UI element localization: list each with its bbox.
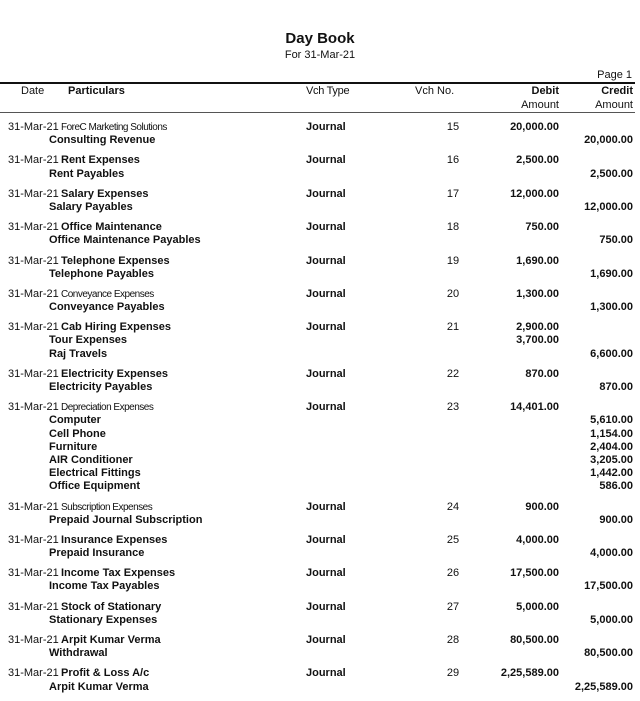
entry-debit-amount: 2,900.00 [516, 321, 559, 334]
entry-debit-account: Rent Expenses [61, 154, 140, 167]
entry-sub-line [0, 428, 640, 441]
entry-sub-line [0, 348, 640, 361]
voucher-entry[interactable] [0, 188, 640, 214]
entry-sub-credit: 1,690.00 [590, 267, 633, 280]
entry-debit-account: ForeC Marketing Solutions [61, 122, 167, 133]
entry-debit-amount: 17,500.00 [510, 567, 559, 580]
entry-main-line [0, 534, 640, 547]
entry-sub-line [0, 467, 640, 480]
entry-debit-amount: 1,300.00 [516, 287, 559, 300]
entry-debit-account: Cab Hiring Expenses [61, 321, 172, 334]
entry-sub-credit: 1,300.00 [590, 301, 633, 314]
entry-date: 31-Mar-21 [8, 367, 59, 380]
entry-debit-account: Office Maintenance [61, 221, 162, 234]
entry-vch-type: Journal [306, 254, 346, 267]
voucher-entry[interactable] [0, 634, 640, 660]
entry-debit-amount: 750.00 [525, 221, 559, 234]
entry-main-line [0, 401, 640, 414]
entry-date: 31-Mar-21 [8, 187, 59, 200]
entry-date: 31-Mar-21 [8, 121, 59, 133]
voucher-entry[interactable] [0, 534, 640, 560]
entry-vch-type: Journal [306, 154, 346, 167]
entry-date: 31-Mar-21 [8, 667, 59, 680]
entry-vch-no: 16 [446, 154, 460, 167]
entry-sub-account: AIR Conditioner [49, 453, 133, 466]
entry-debit-amount: 2,25,589.00 [500, 667, 559, 680]
entry-sub-account: Consulting Revenue [49, 134, 156, 147]
entry-sub-line [0, 681, 640, 694]
entry-vch-no: 28 [446, 634, 460, 646]
entry-vch-type: Journal [306, 321, 346, 334]
entry-date: 31-Mar-21 [8, 287, 59, 300]
entry-sub-line [0, 441, 640, 454]
entry-sub-line [0, 381, 640, 394]
entry-sub-account: Telephone Payables [49, 267, 154, 280]
header-rule-top [0, 82, 635, 84]
voucher-entry[interactable] [0, 501, 640, 527]
entry-sub-account: Computer [49, 414, 101, 427]
entry-debit-account: Stock of Stationary [61, 600, 162, 613]
entry-sub-account: Withdrawal [49, 647, 108, 660]
entry-sub-line [0, 547, 640, 560]
entry-sub-account: Cell Phone [49, 427, 106, 440]
voucher-entry[interactable] [0, 667, 640, 693]
entry-sub-credit: 900.00 [599, 513, 633, 526]
entry-vch-no: 18 [446, 221, 460, 234]
entry-date: 31-Mar-21 [8, 221, 59, 234]
page-number: Page 1 [597, 69, 632, 81]
entry-sub-line [0, 647, 640, 660]
entry-sub-line [0, 268, 640, 281]
entry-debit-account: Telephone Expenses [61, 254, 170, 267]
entry-main-line [0, 255, 640, 268]
voucher-entry[interactable] [0, 154, 640, 180]
entry-vch-no: 25 [446, 533, 460, 546]
entry-sub-line [0, 514, 640, 527]
entry-debit-account: Arpit Kumar Verma [61, 634, 161, 646]
voucher-entry[interactable] [0, 121, 640, 147]
entry-debit-amount: 900.00 [525, 500, 559, 513]
entry-debit-account: Depreciation Expenses [61, 402, 154, 414]
entry-debit-amount: 80,500.00 [510, 634, 559, 646]
voucher-entry[interactable] [0, 368, 640, 394]
entry-sub-credit: 870.00 [599, 381, 633, 393]
entry-vch-no: 24 [446, 500, 460, 513]
voucher-entry[interactable] [0, 567, 640, 593]
entry-sub-credit: 5,000.00 [590, 613, 633, 626]
entry-sub-credit: 4,000.00 [590, 547, 633, 560]
entry-vch-no: 22 [446, 367, 460, 380]
entry-vch-no: 17 [446, 187, 460, 200]
entry-date: 31-Mar-21 [8, 254, 59, 267]
entry-sub-credit: 80,500.00 [584, 647, 633, 660]
entry-sub-line [0, 454, 640, 467]
entry-vch-type: Journal [306, 121, 346, 133]
entry-sub-line [0, 234, 640, 247]
entry-main-line [0, 121, 640, 134]
entry-main-line [0, 368, 640, 381]
entry-sub-account: Conveyance Payables [49, 301, 165, 314]
entry-sub-line [0, 168, 640, 181]
entry-vch-no: 26 [446, 567, 460, 580]
voucher-entry[interactable] [0, 321, 640, 361]
entry-vch-type: Journal [306, 567, 346, 580]
entry-main-line [0, 501, 640, 514]
entry-debit-account: Subscription Expenses [61, 501, 153, 513]
entry-vch-type: Journal [306, 667, 346, 680]
entry-sub-account: Prepaid Insurance [49, 547, 145, 560]
entry-vch-type: Journal [306, 221, 346, 234]
column-header-credit-amount: Amount [595, 99, 633, 111]
entry-main-line [0, 321, 640, 334]
entry-vch-type: Journal [306, 367, 346, 380]
entry-debit-account: Income Tax Expenses [61, 567, 176, 580]
entry-sub-line [0, 301, 640, 314]
column-header-debit-amount: Amount [521, 99, 559, 111]
entry-sub-account: Rent Payables [49, 167, 125, 180]
entry-sub-line [0, 201, 640, 214]
entry-vch-type: Journal [306, 287, 346, 300]
entry-vch-no: 15 [446, 121, 460, 133]
entry-main-line [0, 634, 640, 647]
column-header-credit: Credit [601, 85, 633, 97]
entry-sub-account: Office Equipment [49, 480, 141, 493]
entry-sub-credit: 3,205.00 [590, 453, 633, 466]
report-subtitle: For 31-Mar-21 [284, 49, 356, 61]
entry-sub-line [0, 614, 640, 627]
entry-main-line [0, 567, 640, 580]
header-rule-bottom [0, 112, 635, 113]
entry-debit-amount: 1,690.00 [516, 254, 559, 267]
entry-vch-no: 29 [446, 667, 460, 680]
entry-debit-amount: 20,000.00 [510, 121, 559, 133]
entry-debit-account: Electricity Expenses [61, 367, 169, 380]
entry-date: 31-Mar-21 [8, 500, 59, 513]
entry-vch-no: 23 [446, 401, 460, 414]
entry-sub-credit: 2,25,589.00 [574, 680, 633, 693]
entry-debit-amount: 2,500.00 [516, 154, 559, 167]
entry-debit-amount: 4,000.00 [516, 533, 559, 546]
column-header-vch-no: Vch No. [415, 85, 455, 97]
entry-vch-no: 19 [446, 254, 460, 267]
entry-date: 31-Mar-21 [8, 533, 59, 546]
voucher-entry[interactable] [0, 255, 640, 281]
entry-sub-account: Electricity Payables [49, 381, 153, 393]
entry-sub-account: Arpit Kumar Verma [49, 680, 149, 693]
entry-sub-account: Electrical Fittings [49, 467, 141, 480]
entry-vch-no: 21 [446, 321, 460, 334]
entry-main-line [0, 288, 640, 301]
entry-main-line [0, 221, 640, 234]
entry-vch-no: 27 [446, 600, 460, 613]
entry-date: 31-Mar-21 [8, 567, 59, 580]
entry-date: 31-Mar-21 [8, 154, 59, 167]
entry-date: 31-Mar-21 [8, 600, 59, 613]
entry-sub-credit: 1,442.00 [590, 467, 633, 480]
entry-sub-credit: 5,610.00 [590, 414, 633, 427]
entry-debit-account: Salary Expenses [61, 187, 149, 200]
voucher-entry[interactable] [0, 401, 640, 493]
entry-sub-account: Salary Payables [49, 200, 133, 213]
entry-debit-account: Insurance Expenses [61, 533, 168, 546]
entry-debit-amount: 12,000.00 [510, 187, 559, 200]
entry-sub-line [0, 134, 640, 147]
column-header-particulars: Particulars [68, 85, 125, 97]
entry-sub-credit: 17,500.00 [584, 580, 633, 593]
report-title: Day Book [285, 30, 355, 47]
entry-date: 31-Mar-21 [8, 634, 59, 646]
entry-sub-account: Furniture [49, 440, 98, 453]
entry-sub-line [0, 334, 640, 347]
entry-vch-type: Journal [306, 533, 346, 546]
entry-sub-line [0, 480, 640, 493]
entry-sub-account: Income Tax Payables [49, 580, 160, 593]
entry-debit-amount: 5,000.00 [516, 600, 559, 613]
entry-sub-debit: 3,700.00 [516, 334, 559, 347]
column-header-vch-type: Vch Type [306, 85, 350, 97]
entry-sub-account: Prepaid Journal Subscription [49, 513, 203, 526]
entry-main-line [0, 601, 640, 614]
entry-sub-credit: 2,500.00 [590, 167, 633, 180]
entry-main-line [0, 154, 640, 167]
entry-sub-line [0, 414, 640, 427]
entry-vch-type: Journal [306, 634, 346, 646]
entry-vch-type: Journal [306, 401, 346, 414]
entry-sub-account: Office Maintenance Payables [49, 234, 201, 247]
entry-main-line [0, 667, 640, 680]
voucher-entry[interactable] [0, 288, 640, 314]
entry-date: 31-Mar-21 [8, 321, 59, 334]
entry-vch-type: Journal [306, 600, 346, 613]
entry-sub-line [0, 580, 640, 593]
entry-vch-type: Journal [306, 500, 346, 513]
entry-debit-account: Conveyance Expenses [61, 288, 154, 300]
entry-sub-credit: 20,000.00 [584, 134, 633, 147]
entry-sub-credit: 586.00 [599, 480, 633, 493]
entry-sub-credit: 6,600.00 [590, 347, 633, 360]
column-header-debit: Debit [531, 85, 559, 97]
entry-main-line [0, 188, 640, 201]
entry-sub-credit: 750.00 [599, 234, 633, 247]
entry-vch-no: 20 [446, 287, 460, 300]
column-header-date: Date [21, 85, 45, 97]
entry-sub-credit: 1,154.00 [590, 427, 633, 440]
entry-sub-account: Raj Travels [49, 347, 108, 360]
entry-vch-type: Journal [306, 187, 346, 200]
voucher-entry[interactable] [0, 221, 640, 247]
voucher-entry[interactable] [0, 601, 640, 627]
entry-debit-account: Profit & Loss A/c [61, 667, 150, 680]
entry-sub-account: Stationary Expenses [49, 613, 158, 626]
entry-sub-credit: 2,404.00 [590, 440, 633, 453]
entry-debit-amount: 14,401.00 [510, 401, 559, 414]
entry-sub-credit: 12,000.00 [584, 200, 633, 213]
entry-date: 31-Mar-21 [8, 401, 59, 414]
entry-debit-amount: 870.00 [525, 367, 559, 380]
daybook-entries [0, 121, 640, 701]
entry-sub-account: Tour Expenses [49, 334, 128, 347]
